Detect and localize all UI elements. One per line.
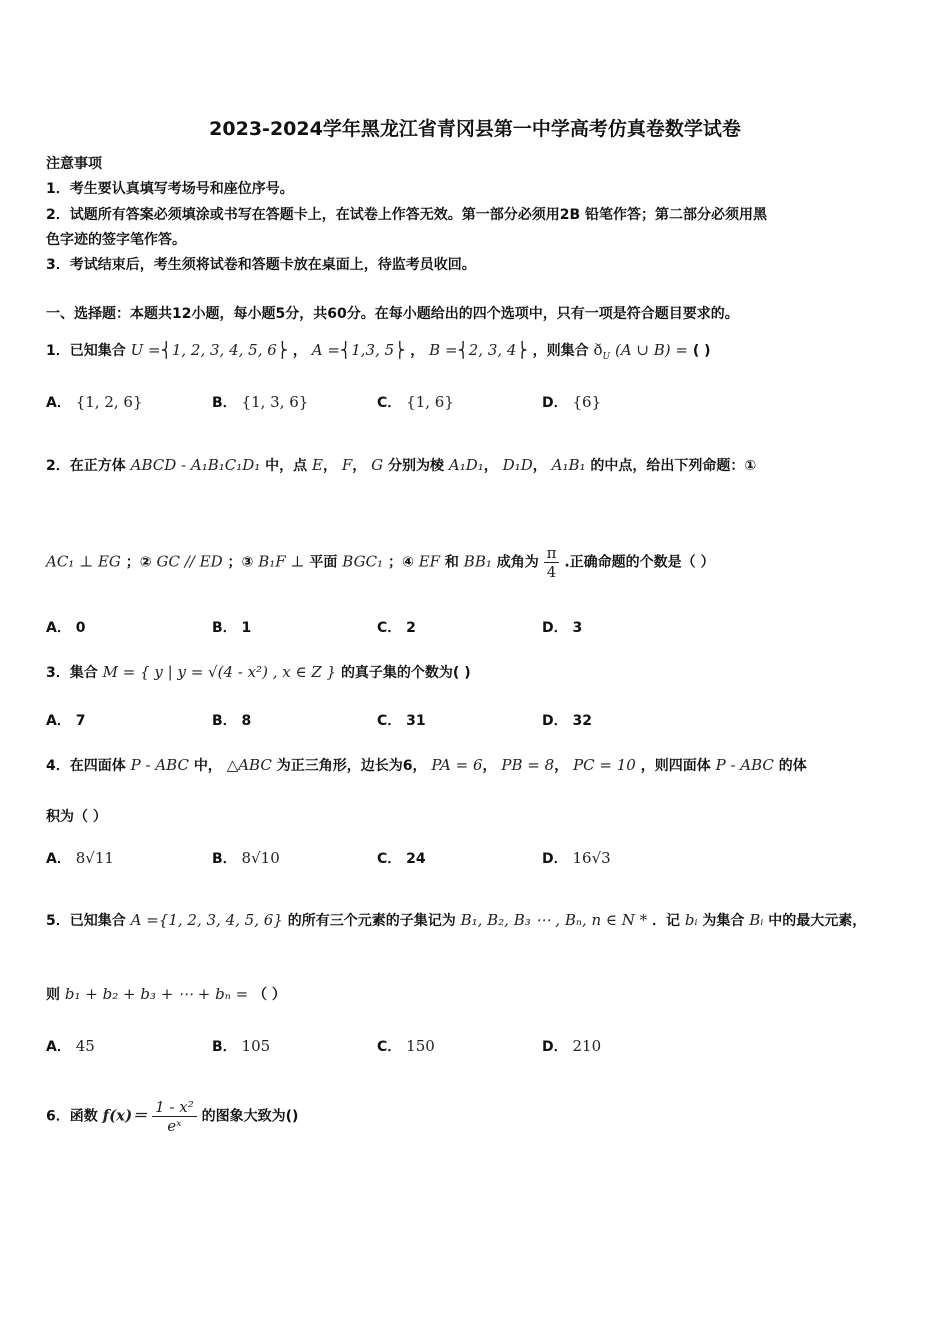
q3-option-d[interactable]: D． 32 xyxy=(542,713,592,729)
q3-tail: 的真子集的个数为( ) xyxy=(340,665,471,681)
q5-prefix: 5．已知集合 xyxy=(46,913,126,929)
q1-option-c[interactable]: C． {1, 6} xyxy=(377,393,454,411)
q5-mid2: ．记 xyxy=(652,913,681,929)
q1-expr: (A ∪ B) = xyxy=(614,341,688,359)
q1-sep: ， xyxy=(410,343,425,359)
q3-prefix: 3．集合 xyxy=(46,665,98,681)
q1-set-u: U =⎨1, 2, 3, 4, 5, 6⎬ xyxy=(130,341,289,359)
q4-pc: PC = 10 xyxy=(573,756,636,774)
question-2: 2．在正方体 ABCD - A₁B₁C₁D₁ 中，点 E， F， G 分别为棱 A₁D₁， D₁D， A₁B₁ 的中点，给出下列命题：① xyxy=(46,456,757,474)
q5-bi: bᵢ xyxy=(684,911,698,929)
q4-desc: 为正三角形，边长为6， xyxy=(276,758,427,774)
q5-option-d[interactable]: D． 210 xyxy=(542,1037,602,1055)
q2-edge-1: A₁D₁ xyxy=(448,456,484,474)
q2-prop-1: AC₁ ⊥ EG xyxy=(46,552,121,571)
question-5-line2 xyxy=(46,984,286,1004)
q5-mid: 的所有三个元素的子集记为 xyxy=(287,913,456,929)
q3-option-c[interactable]: C． 31 xyxy=(377,713,426,729)
q5-subsets: B₁, B₂, B₃ ⋯ , Bₙ, n ∈ N * xyxy=(460,911,648,929)
q4-pb: PB = 8 xyxy=(501,756,555,774)
notice-heading: 注意事项 xyxy=(46,156,102,172)
q2-mid: 中，点 xyxy=(265,458,308,474)
q4-tail: 的体 xyxy=(778,758,807,774)
q6-prefix: 6．函数 xyxy=(46,1108,98,1125)
q2-prefix: 2．在正方体 xyxy=(46,458,126,474)
question-5 xyxy=(46,910,866,930)
q4-prefix: 4．在四面体 xyxy=(46,758,126,774)
q4-option-d[interactable]: D． 16√3 xyxy=(542,849,611,867)
q2-cube: ABCD - A₁B₁C₁D₁ xyxy=(130,456,261,474)
q2-prop-2: GC // ED xyxy=(156,552,223,571)
q5-option-c[interactable]: C． 150 xyxy=(377,1037,435,1055)
q2-tail1: 的中点，给出下列命题：① xyxy=(590,458,757,474)
q3-option-b[interactable]: B． 8 xyxy=(212,713,252,729)
q2-edge-3: A₁B₁ xyxy=(551,456,586,474)
q5-option-b[interactable]: B． 105 xyxy=(212,1037,271,1055)
q5-sum: b₁ + b₂ + b₃ + ⋯ + bₙ = xyxy=(64,985,249,1003)
q1-ask: ，则集合 xyxy=(532,343,589,359)
question-2-line2: AC₁ ⊥ EG ；② GC // ED ；③ B₁F ⊥ 平面 BGC₁ ；④ EF 和 BB₁ 成角为 $\frac{\pi}{4}$ .正确命题的个数是（ ） xyxy=(46,544,715,581)
q5-option-a[interactable]: A． 45 xyxy=(46,1037,95,1055)
notice-item: 3．考试结束后，考生须将试卷和答题卡放在桌面上，待监考员收回。 xyxy=(46,257,476,273)
q2-tail2: .正确命题的个数是（ ） xyxy=(564,554,715,571)
q4-pa: PA = 6 xyxy=(431,756,483,774)
q3-set: M = { y | y = √(4 - x²) , x ∈ Z } xyxy=(102,663,337,681)
q1-set-a: A =⎨1,3, 5⎬ xyxy=(311,341,406,359)
question-1 xyxy=(46,340,711,362)
q4-tetrahedron: P - ABC xyxy=(130,756,189,774)
q2-edges-lead: 分别为棱 xyxy=(388,458,445,474)
q1-complement: ð xyxy=(593,341,603,359)
q2-option-c[interactable]: C． 2 xyxy=(377,620,416,636)
q1-option-d[interactable]: D． {6} xyxy=(542,393,602,411)
question-4: 4．在四面体 P - ABC 中， △ABC 为正三角形，边长为6， PA = 6， PB = 8， PC = 10 ，则四面体 P - ABC 的体 xyxy=(46,756,807,774)
section-heading: 一、选择题：本题共12小题，每小题5分，共60分。在每小题给出的四个选项中，只有一项是符合题目要求的。 xyxy=(46,306,739,322)
q2-option-b[interactable]: B． 1 xyxy=(212,620,252,636)
q5-line2-prefix: 则 xyxy=(46,987,60,1003)
q1-prefix: 1．已知集合 xyxy=(46,343,126,359)
q4-line2: 积为（ ） xyxy=(46,809,107,825)
q4-option-a[interactable]: A． 8√11 xyxy=(46,849,114,867)
q1-option-b[interactable]: B． {1, 3, 6} xyxy=(212,393,309,411)
q5-mid3: 为集合 xyxy=(702,913,745,929)
q5-tail: 中的最大元素， xyxy=(768,913,867,929)
q3-option-a[interactable]: A． 7 xyxy=(46,713,86,729)
q2-point-g: G xyxy=(371,456,384,474)
q6-fraction: $\frac{\text{1 - x²}}{\text{eˣ}}$ xyxy=(152,1098,197,1135)
notice-item: 色字迹的签字笔作答。 xyxy=(46,232,186,248)
q6-tail: 的图象大致为() xyxy=(201,1108,299,1125)
q2-option-d[interactable]: D． 3 xyxy=(542,620,583,636)
question-3 xyxy=(46,662,471,682)
q2-angle-fraction: $\frac{\pi}{4}$ xyxy=(544,544,560,581)
q5-set: A ={1, 2, 3, 4, 5, 6} xyxy=(130,911,283,929)
q2-prop-3: B₁F ⊥ xyxy=(258,552,305,571)
q2-point-f: F xyxy=(341,456,353,474)
q4-triangle: △ABC xyxy=(226,756,272,774)
q2-point-e: E xyxy=(312,456,323,474)
q2-prop-4b: BB₁ xyxy=(463,552,492,571)
q4-mid: 中， xyxy=(193,758,222,774)
q4-option-b[interactable]: B． 8√10 xyxy=(212,849,280,867)
q2-option-a[interactable]: A． 0 xyxy=(46,620,86,636)
q4-tetrahedron-2: P - ABC xyxy=(715,756,774,774)
q6-fx: f(x)＝ xyxy=(102,1106,148,1125)
q2-prop-3b: BGC₁ xyxy=(342,552,384,571)
notice-item: 2．试题所有答案必须填涂或书写在答题卡上，在试卷上作答无效。第一部分必须用2B 铅笔作答；第二部分必须用黑 xyxy=(46,207,768,223)
q2-prop-4: EF xyxy=(418,552,441,571)
q5-line2-tail: （ ） xyxy=(253,987,286,1003)
q4-ask: ，则四面体 xyxy=(640,758,711,774)
question-6 xyxy=(46,1098,298,1135)
q1-set-b: B =⎨2, 3, 4⎬ xyxy=(429,341,528,359)
q4-option-c[interactable]: C． 24 xyxy=(377,851,426,867)
q5-Bi: Bᵢ xyxy=(749,911,764,929)
q1-sep: ， xyxy=(292,343,307,359)
q1-complement-sub: U xyxy=(602,351,611,362)
q2-edge-2: D₁D xyxy=(502,456,533,474)
q1-tail: ( ) xyxy=(692,343,711,359)
q1-option-a[interactable]: A． {1, 2, 6} xyxy=(46,393,143,411)
page-title: 2023-2024学年黑龙江省青冈县第一中学高考仿真卷数学试卷 xyxy=(209,118,741,140)
notice-item: 1．考生要认真填写考场号和座位序号。 xyxy=(46,181,294,197)
